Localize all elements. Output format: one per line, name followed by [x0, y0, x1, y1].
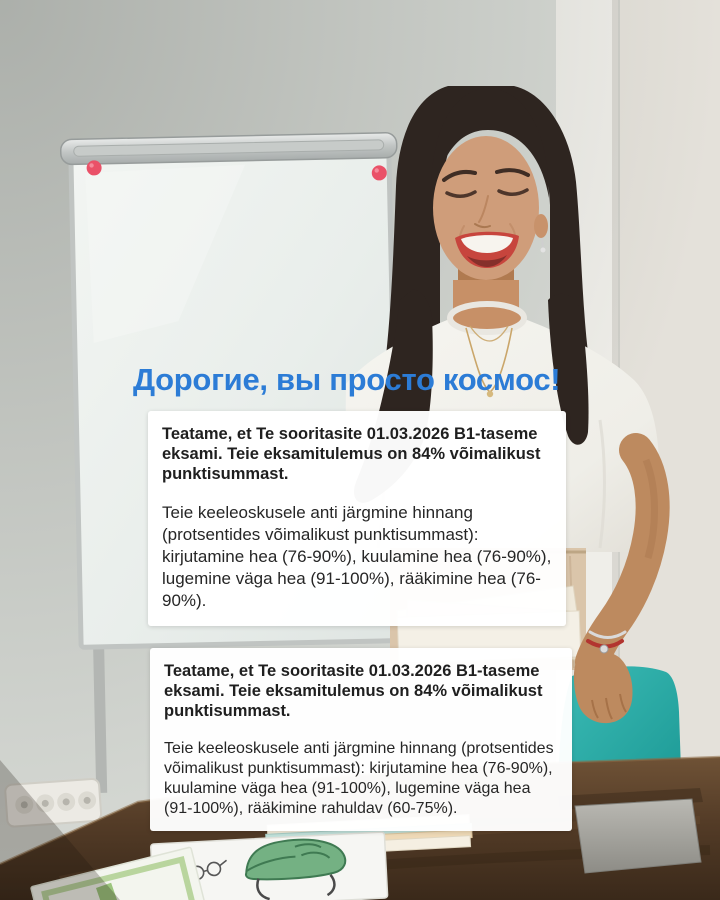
- exam-score-details: Teie keeleoskusele anti järgmine hinnang (protsentides võimalikust punktisummast): kirjutamine hea (76-90%), kuulamine hea (76-90%), lugemine väga hea (91-100%), rääkimine hea (76-90%).: [162, 503, 552, 610]
- earring-icon: [542, 238, 543, 248]
- post-heading: Дорогие, вы просто космос!: [133, 362, 561, 397]
- exam-announcement: Teatame, et Te sooritasite 01.03.2026 B1-taseme eksami. Teie eksamitulemus on 84% võimalikust punktisummast.: [162, 425, 541, 483]
- exam-announcement: Teatame, et Te sooritasite 01.03.2026 B1-taseme eksami. Teie eksamitulemus on 84% võimalikust punktisummast.: [164, 662, 543, 720]
- teacher-ear: [534, 214, 548, 238]
- exam-result-card-2: [150, 648, 572, 831]
- exam-score-details: Teie keeleoskusele anti järgmine hinnang (protsentides võimalikust punktisummast): kirjutamine hea (76-90%), kuulamine väga hea (91-100%), lugemine väga hea (91-100%), rääkimine rahuldav (60-75%).: [164, 740, 554, 817]
- exam-result-card-1: [148, 411, 566, 626]
